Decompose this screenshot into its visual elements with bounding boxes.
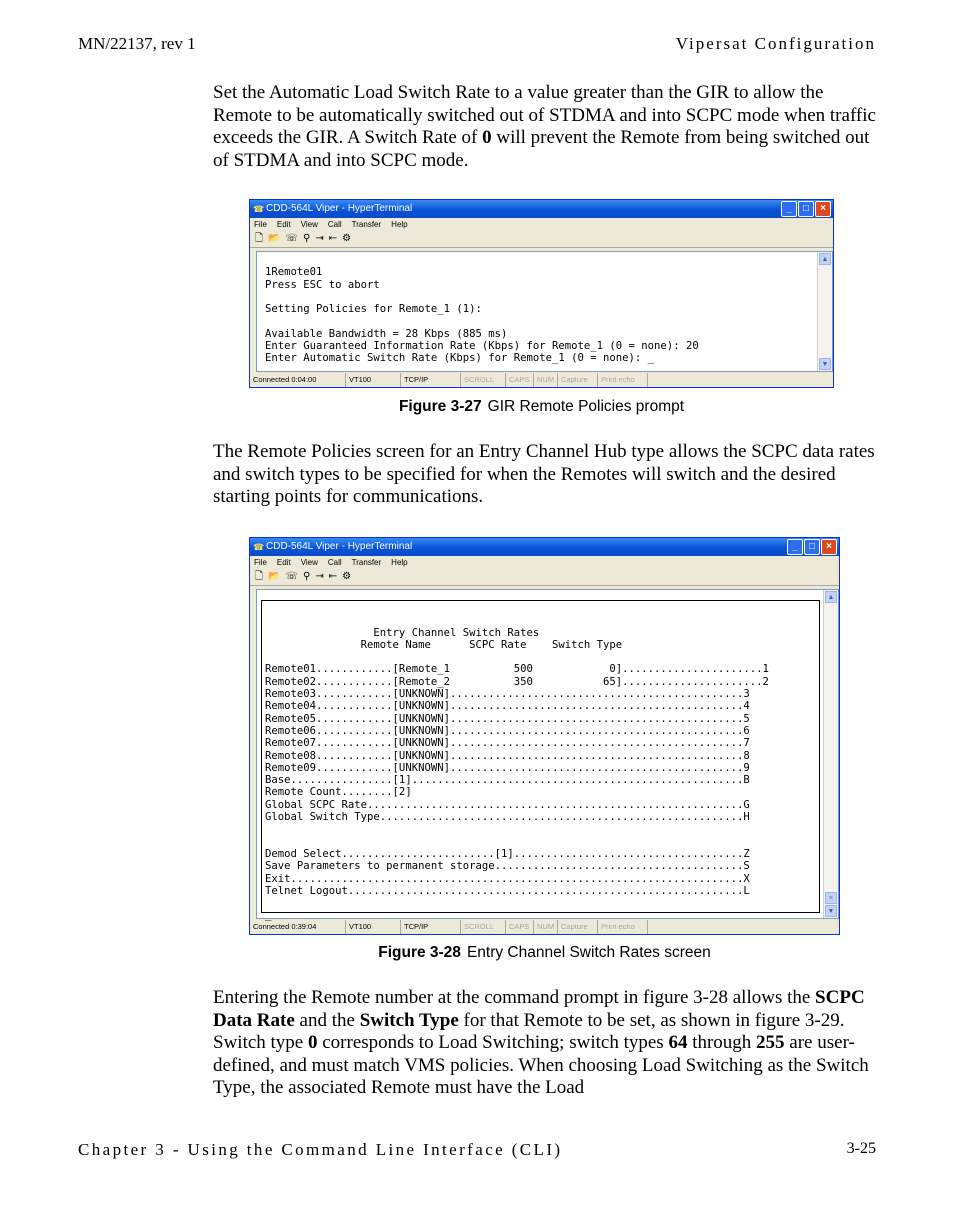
status-bar [250,373,833,387]
menu-call[interactable]: Call [327,220,342,229]
terminal-area[interactable] [256,251,833,372]
terminal-line: Demod Select........................[1]....................................Z [265,847,750,860]
terminal-line [265,836,769,848]
new-icon[interactable]: 🗋 [255,233,264,244]
section-title: Vipersat Configuration [675,34,876,53]
window-title: CDD-564L Viper - HyperTerminal [266,541,413,552]
hyperterminal-icon: ☎ [253,204,265,214]
minimize-button[interactable]: _ [781,201,797,217]
menu-file[interactable]: File [254,220,267,229]
scroll-thumb[interactable]: ≡ [825,892,837,904]
maximize-button[interactable]: □ [798,201,814,217]
status-connected: Connected 0:39:04 [250,920,346,934]
status-protocol: TCP/IP [401,373,461,387]
menu-edit[interactable]: Edit [276,220,291,229]
vertical-scrollbar[interactable] [823,590,838,918]
terminal-line [265,823,769,835]
menu-transfer[interactable]: Transfer [351,220,382,229]
doc-id: MN/22137, rev 1 [78,34,196,53]
menu-call[interactable]: Call [327,558,342,567]
paragraph-2: The Remote Policies screen for an Entry Channel Hub type allows the SCPC data rates and switch types to be specified for when the Remotes will switch and the desired starting points for communications. [213,441,875,507]
status-print-echo: Print echo [598,920,648,934]
terminal-area[interactable] [256,589,839,922]
terminal-line: Remote Count........[2] [265,786,412,799]
chapter-footer: Chapter 3 - Using the Command Line Interface (CLI) [78,1140,563,1159]
disconnect-icon[interactable]: ⚲ [303,571,311,582]
connect-icon[interactable]: ☏ [285,571,299,582]
terminal-line: 1Remote01 [265,266,323,279]
menu-transfer[interactable]: Transfer [351,558,382,567]
properties-icon[interactable]: ⚙ [342,233,352,244]
hyperterminal-window-fig28 [249,537,840,935]
properties-icon[interactable]: ⚙ [342,571,352,582]
terminal-line: Remote04............[UNKNOWN]..............................................4 [265,700,750,713]
terminal-line [265,291,699,303]
scroll-down-icon[interactable]: ▼ [825,905,837,917]
hyperterminal-icon: ☎ [253,542,265,552]
terminal-line: Telnet Logout..............................................................L [265,884,750,897]
terminal-line: Base................[1]....................................................B [265,774,750,787]
status-protocol: TCP/IP [401,920,461,934]
send-icon[interactable]: ⇥ [315,233,324,244]
terminal-line: Remote07............[UNKNOWN]..............................................7 [265,737,750,750]
terminal-line: Remote09............[UNKNOWN]..............................................9 [265,761,750,774]
terminal-line: _ [265,909,272,922]
paragraph-3: Entering the Remote number at the command prompt in figure 3-28 allows the SCPC Data Rate and the Switch Type for that Remote to be set, as shown in figure 3-29. Switch type 0 corresponds to Load Switching; switch types 64 through 255 are user-defined, and must match VMS policies. When choosing Load Switching as the Switch Type, the associated Remote must have the Load [213,987,869,1098]
open-icon[interactable]: 📂 [268,233,281,244]
vertical-scrollbar[interactable] [817,252,832,371]
terminal-line: Global Switch Type.........................................................H [265,811,750,824]
menu-help[interactable]: Help [391,220,408,229]
new-icon[interactable]: 🗋 [255,571,264,582]
terminal-line: Remote02............[Remote_2 350 65]......................2 [265,675,769,688]
status-caps: CAPS [506,920,534,934]
status-caps: CAPS [506,373,534,387]
window-title: CDD-564L Viper - HyperTerminal [266,203,413,214]
menu-view[interactable]: View [300,558,318,567]
terminal-line: Available Bandwidth = 28 Kbps (885 ms) [265,327,508,340]
send-icon[interactable]: ⇥ [315,571,324,582]
title-bar [250,200,833,218]
disconnect-icon[interactable]: ⚲ [303,233,311,244]
terminal-line: Save Parameters to permanent storage.......................................S [265,860,750,873]
menu-edit[interactable]: Edit [276,558,291,567]
terminal-line: Remote Name SCPC Rate Switch Type [265,638,623,651]
title-bar [250,538,839,556]
terminal-line: Remote06............[UNKNOWN]..............................................6 [265,724,750,737]
close-button[interactable]: × [821,539,837,555]
connect-icon[interactable]: ☏ [285,233,299,244]
status-bar [250,920,839,934]
menu-bar [250,556,839,569]
terminal-line [265,651,769,663]
status-emulation: VT100 [346,920,401,934]
status-emulation: VT100 [346,373,401,387]
terminal-line: Global SCPC Rate...........................................................G [265,798,750,811]
status-capture: Capture [558,373,598,387]
paragraph-1: Set the Automatic Load Switch Rate to a value greater than the GIR to allow the Remote to be automatically switched out of STDMA and into SCPC mode when traffic exceeds the GIR. A Switch Rate of 0 will prevent the Remote from being switched out of STDMA and into SCPC mode. [213,82,876,171]
terminal-line: Enter Guaranteed Information Rate (Kbps) for Remote_1 (0 = none): 20 [265,340,699,353]
scroll-down-icon[interactable]: ▼ [819,358,831,370]
status-num: NUM [534,920,558,934]
terminal-line: Remote08............[UNKNOWN]..............................................8 [265,749,750,762]
terminal-text [265,602,769,935]
menu-view[interactable]: View [300,220,318,229]
figure-28-caption: Figure 3-28 Entry Channel Switch Rates screen [378,944,711,961]
terminal-text [265,254,699,388]
receive-icon[interactable]: ⇤ [328,233,338,244]
terminal-line: Entry Channel Switch Rates [265,626,540,639]
maximize-button[interactable]: □ [804,539,820,555]
terminal-line: Exit.......................................................................X [265,872,750,885]
menu-bar [250,218,833,231]
close-button[interactable]: × [815,201,831,217]
menu-help[interactable]: Help [391,558,408,567]
toolbar [250,569,839,586]
scroll-up-icon[interactable]: ▲ [819,253,831,265]
terminal-line: Press ESC to abort [265,278,380,291]
open-icon[interactable]: 📂 [268,571,281,582]
figure-27-caption: Figure 3-27 GIR Remote Policies prompt [398,398,685,415]
minimize-button[interactable]: _ [787,539,803,555]
terminal-line [265,897,769,909]
terminal-line: Remote03............[UNKNOWN]..............................................3 [265,688,750,701]
terminal-line: Remote01............[Remote_1 500 0]......................1 [265,663,769,676]
terminal-line [265,614,769,626]
menu-file[interactable]: File [254,558,267,567]
toolbar [250,231,833,248]
receive-icon[interactable]: ⇤ [328,571,338,582]
scroll-up-icon[interactable]: ▲ [825,591,837,603]
terminal-line: Setting Policies for Remote_1 (1): [265,303,482,316]
terminal-line: Remote05............[UNKNOWN]..............................................5 [265,712,750,725]
status-scroll: SCROLL [461,373,506,387]
terminal-line [265,315,699,327]
status-print-echo: Print echo [598,373,648,387]
status-capture: Capture [558,920,598,934]
page-number: 3-25 [846,1140,876,1157]
status-connected: Connected 0:04:00 [250,373,346,387]
status-num: NUM [534,373,558,387]
status-scroll: SCROLL [461,920,506,934]
terminal-line: Enter Automatic Switch Rate (Kbps) for Remote_1 (0 = none): _ [265,352,655,365]
hyperterminal-window-fig27 [249,199,834,388]
